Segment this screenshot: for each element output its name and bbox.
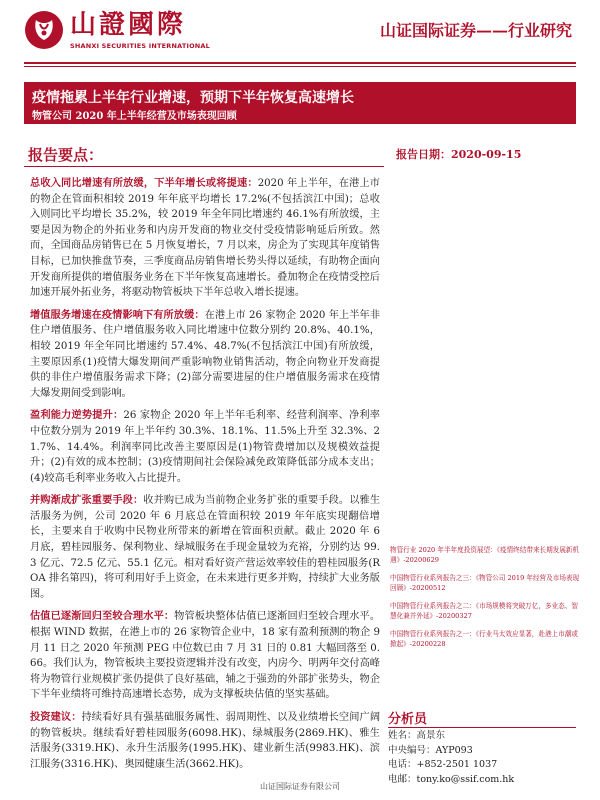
related-report-title: 中国物管行业系列报告之二：《市场规模将突破万亿，多业态、智慧化兼并外延》: [390, 602, 578, 620]
logo-english-name: SHANXI SECURITIES INTERNATIONAL: [70, 42, 211, 50]
header-rule-thin: [24, 66, 576, 67]
paragraph-investment-advice: [30, 710, 380, 772]
report-date-label: 报告日期：: [396, 148, 451, 161]
related-reports: [390, 545, 582, 657]
paragraph-value-added: [30, 308, 380, 402]
paragraph-heading: 估值已逐渐回归至较合理水平：: [30, 610, 175, 623]
analyst-info: [388, 729, 578, 787]
title-banner: [24, 82, 576, 124]
paragraph-text: 2020 年上半年，在港上市的物企在管面积相较 2019 年年底平均增长 17.2%(不包括滨江中国)；总收入则同比平均增长 35.2%，较 2019 年全年同比增速约 46.1%有所放缓，主要是因为物企的外拓业务和内房开发商的物业交付受疫情影响延后所致。然而，全国商品房销售已在 5 月恢复增长，7 月以来，房企为了实现其年度销售目标，已加快推盘节奏，三季度商品房销售增长势头得以延续，有助物企面向开发商所提供的增值服务业务在下半年恢复高速增长。叠加物企在疫情受控后加速开展外拓业务，将驱动物管板块下半年总收入增长提速。: [30, 178, 380, 299]
related-report-date: -20200512: [409, 584, 446, 592]
paragraph-mna: [30, 493, 380, 602]
header-rule: [24, 62, 576, 64]
related-report-title: 中国物管行业系列报告之三：《物管公司 2019 年经营及市场表现回顾》: [390, 574, 580, 592]
report-date: [396, 146, 521, 162]
paragraph-text: 在港上市 26 家物企 2020 年上半年非住户增值服务、住户增值服务收入同比增速中位数分别约 20.8%、40.1%，相较 2019 年全年同比增速约 57.4%、48.7%(不包括滨江中国)有所放缓，主要原因系(1)疫情大爆发期间严重影响物业销售活动，物企向物业开发商提供的非住户增值服务需求下降；(2)部分需要进屋的住户增值服务需求在疫情大爆发期间受到影响。: [30, 309, 381, 399]
analyst-email[interactable]: 电邮：tony.ko@ssif.com.hk: [388, 773, 515, 785]
key-points-rule: [24, 166, 384, 167]
paragraph-heading: 盈利能力逆势提升：: [30, 409, 124, 422]
analyst-ce-number: 中央编号：AYP093: [388, 744, 473, 756]
related-report-item[interactable]: [390, 601, 582, 621]
key-points-heading: 报告要点：: [28, 146, 104, 164]
logo-chinese-name: 山證國際: [70, 10, 187, 40]
paragraph-heading: 投资建议：: [30, 711, 82, 723]
page-footer: 山证国际证券有限公司: [260, 782, 340, 791]
paragraph-text: 26 家物企 2020 年上半年毛利率、经营利润率、净利率中位数分别为 2019 年上半年约 30.3%、18.1%、11.5%上升至 32.3%、21.7%、14.4%。利润率同比改善主要原因是(1)物管费增加以及规模效益提升；(2)有效的成本控制；(3)疫情期间社会保险减免政策降低部分成本支出；(4)较高毛利率业务收入占比提升。: [30, 410, 380, 484]
report-title: 疫情拖累上半年行业增速，预期下半年恢复高速增长: [32, 90, 354, 106]
related-report-title: 中国物管行业系列报告之一：《行业马太效应显著，赴港上市潮或掀起》: [390, 630, 578, 648]
report-subtitle: 物管公司 2020 年上半年经营及市场表现回顾: [32, 111, 237, 122]
related-report-date: -20200327: [436, 612, 472, 620]
brand-title: 山证国际证券——行业研究: [379, 21, 572, 40]
key-points-body: [30, 176, 380, 779]
analyst-rule: [388, 727, 576, 728]
paragraph-heading: 并购渐成扩张重要手段：: [30, 494, 144, 507]
related-report-title: 物管行业 2020 年半年度投资展望：《疫情终结带来长期发展新机遇》: [390, 546, 580, 564]
report-date-value: 2020-09-15: [451, 148, 522, 161]
paragraph-text: 持续看好具有强基础服务属性、弱周期性、以及业绩增长空间广阔的物管板块。继续看好碧桂园服务(6098.HK)、绿城服务(2869.HK)、雅生活服务(3319.HK)、永升生活服务(1995.HK)、建业新生活(9983.HK)、滨江服务(3316.HK)、奥园健康生活(3662.HK)。: [30, 712, 381, 770]
company-logo: [24, 10, 224, 50]
related-report-item[interactable]: [390, 573, 582, 593]
paragraph-valuation: [30, 609, 380, 703]
paragraph-heading: 总收入同比增速有所放缓，下半年增长或将提速：: [30, 177, 258, 189]
related-report-date: -20200629: [403, 556, 439, 564]
paragraph-text: 物管板块整体估值已逐渐回归至较合理水平。根据 WIND 数据，在港上市的 26 家物管企业中，18 家有盈利预测的物企 9 月 11 日之 2020 年预测 PEG 中位数已由 7 月 31 日的 0.81 大幅回落至 0.66。我们认为，物管板块主要投资逻辑并没有改变，内房今、明两年交付高峰将为物管行业规模扩张仍提供了良好基础，辅之于强劲的外部扩张势头，物企下半年业绩将可维持高速增长态势，成为支撑板块估值的坚实基础。: [30, 611, 381, 701]
logo-emblem-icon: [24, 10, 64, 50]
paragraph-heading: 增值服务增速在疫情影响下有所放缓：: [30, 308, 205, 321]
related-report-item[interactable]: [390, 545, 582, 565]
analyst-phone: 电话：+852-2501 1037: [388, 759, 498, 770]
analyst-name: 姓名：高景东: [388, 730, 446, 741]
paragraph-text: 收并购已成为当前物企业务扩张的重要手段。以雅生活服务为例，公司 2020 年 6 月底总在管面积较 2019 年年底实现翻倍增长，主要来自于收购中民物业所带来的新增在管面积贡献。截止 2020 年 6 月底，碧桂园服务、保利物业、绿城服务在手现金量较为充裕，分别约达 99.3 亿元、72.5 亿元、55.1 亿元。相对看好资产营运效率较佳的碧桂园服务(ROA 排名第四)，将可利用好手上资金，在未来进行更多并购，持续扩大业务版图。: [30, 495, 381, 600]
paragraph-revenue: [30, 176, 380, 301]
related-report-date: -20200228: [409, 640, 446, 648]
analyst-heading: 分析员: [388, 712, 428, 727]
related-report-item[interactable]: [390, 629, 582, 649]
paragraph-profitability: [30, 408, 380, 486]
